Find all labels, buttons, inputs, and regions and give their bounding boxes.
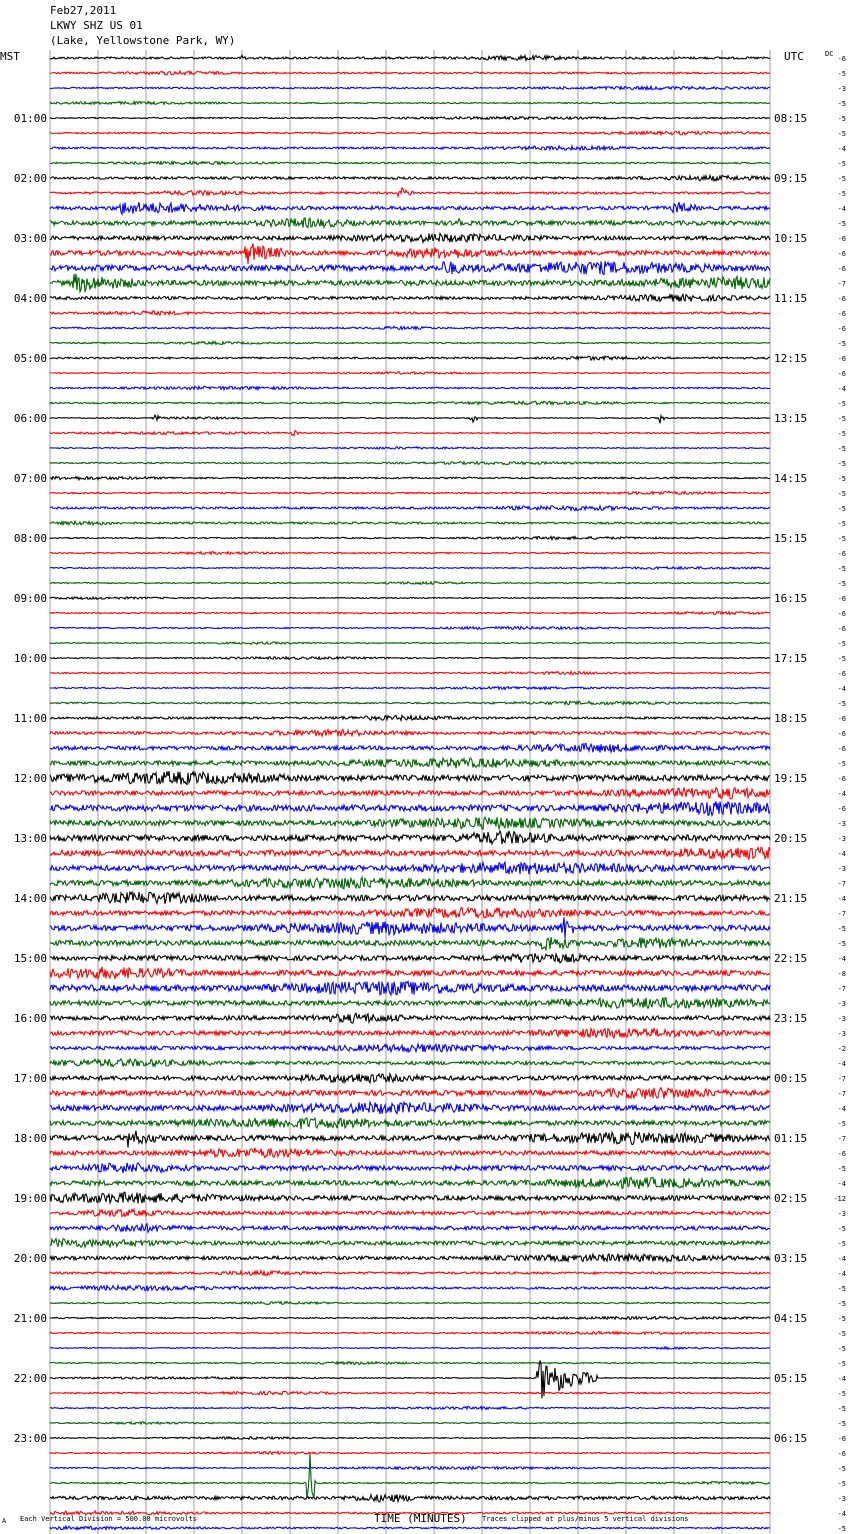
dc-offset-label: -6 — [837, 745, 846, 753]
utc-hour-label: 10:15 — [774, 232, 808, 245]
dc-offset-label: -4 — [837, 385, 846, 393]
trace-row-9 — [50, 188, 770, 196]
mst-hour-label: 03:00 — [13, 232, 47, 245]
trace-row-7 — [50, 161, 770, 164]
dc-offset-label: -7 — [837, 910, 846, 918]
trace-row-70 — [50, 1102, 770, 1114]
mst-hour-label: 18:00 — [13, 1132, 47, 1145]
dc-offset-label: -5 — [837, 565, 846, 573]
dc-offset-label: -6 — [837, 775, 846, 783]
utc-hour-label: 14:15 — [774, 472, 808, 485]
x-axis-title: TIME (MINUTES) — [374, 1512, 467, 1525]
dc-offset-label: -5 — [837, 1390, 846, 1398]
dc-offset-label: -7 — [837, 1075, 846, 1083]
dc-offset-label: -5 — [837, 190, 846, 198]
dc-offset-label: -6 — [837, 805, 846, 813]
dc-offset-label: -5 — [837, 1465, 846, 1473]
dc-offset-label: -6 — [837, 355, 846, 363]
dc-offset-label: -5 — [837, 175, 846, 183]
mst-hour-label: 20:00 — [13, 1252, 47, 1265]
dc-offset-label: -6 — [837, 235, 846, 243]
mst-hour-label: 11:00 — [13, 712, 47, 725]
trace-row-18 — [50, 326, 770, 329]
dc-offset-label: -5 — [837, 1345, 846, 1353]
utc-hour-label: 12:15 — [774, 352, 808, 365]
dc-label: DC — [825, 50, 834, 58]
trace-row-43 — [50, 701, 770, 704]
trace-row-61 — [50, 967, 770, 979]
dc-offset-label: -3 — [837, 1210, 846, 1218]
utc-hour-label: 02:15 — [774, 1192, 808, 1205]
trace-row-87 — [50, 1362, 770, 1365]
mst-hour-label: 07:00 — [13, 472, 47, 485]
dc-offset-label: -4 — [837, 895, 846, 903]
trace-row-23 — [50, 401, 770, 404]
trace-row-78 — [50, 1224, 770, 1232]
trace-row-83 — [50, 1302, 770, 1305]
dc-offset-label: -5 — [837, 115, 846, 123]
trace-row-68 — [50, 1074, 770, 1083]
utc-hour-label: 13:15 — [774, 412, 808, 425]
utc-hour-label: 06:15 — [774, 1432, 808, 1445]
dc-offset-label: -3 — [837, 835, 846, 843]
dc-offset-label: -5 — [837, 415, 846, 423]
dc-offset-label: -5 — [837, 70, 846, 78]
trace-row-65 — [50, 1029, 770, 1039]
trace-row-75 — [50, 1177, 770, 1188]
trace-row-86 — [50, 1347, 770, 1350]
dc-offset-label: -4 — [837, 1510, 846, 1518]
mst-hour-label: 09:00 — [13, 592, 47, 605]
dc-offset-label: -6 — [837, 265, 846, 273]
dc-offset-label: -7 — [837, 1090, 846, 1098]
trace-row-73 — [50, 1148, 770, 1158]
mst-hour-label: 12:00 — [13, 772, 47, 785]
mst-hour-label: 02:00 — [13, 172, 47, 185]
dc-offset-label: -4 — [837, 1255, 846, 1263]
trace-row-0 — [50, 55, 770, 60]
trace-row-76 — [50, 1192, 770, 1203]
dc-offset-label: -3 — [837, 85, 846, 93]
trace-row-26 — [50, 447, 770, 449]
utc-hour-label: 18:15 — [774, 712, 808, 725]
station-code: LKWY SHZ US 01 — [50, 19, 143, 32]
dc-offset-label: -5 — [837, 1405, 846, 1413]
dc-offset-label: -6 — [837, 1150, 846, 1158]
trace-row-19 — [50, 342, 770, 345]
dc-offset-label: -4 — [837, 1270, 846, 1278]
trace-row-80 — [50, 1254, 770, 1262]
trace-row-52 — [50, 831, 770, 844]
trace-row-36 — [50, 597, 770, 599]
dc-offset-label: -5 — [837, 100, 846, 108]
dc-offset-label: -5 — [837, 475, 846, 483]
dc-offset-label: -5 — [837, 1330, 846, 1338]
trace-row-25 — [50, 431, 770, 436]
trace-row-67 — [50, 1059, 770, 1067]
utc-hour-label: 17:15 — [774, 652, 808, 665]
trace-row-49 — [50, 788, 770, 799]
trace-row-6 — [50, 146, 770, 150]
dc-offset-label: -6 — [837, 1435, 846, 1443]
trace-row-59 — [50, 937, 770, 950]
trace-row-13 — [50, 243, 770, 264]
dc-offset-label: -5 — [837, 940, 846, 948]
utc-hour-label: 16:15 — [774, 592, 808, 605]
utc-hour-label: 21:15 — [774, 892, 808, 905]
dc-offset-label: -5 — [837, 220, 846, 228]
trace-row-22 — [50, 386, 770, 390]
dc-offset-label: -6 — [837, 670, 846, 678]
dc-offset-label: -4 — [837, 1375, 846, 1383]
dc-offset-label: -5 — [837, 760, 846, 768]
dc-offset-label: -4 — [837, 685, 846, 693]
dc-offset-label: -6 — [837, 715, 846, 723]
dc-offset-label: -4 — [837, 1180, 846, 1188]
trace-row-89 — [50, 1391, 770, 1394]
trace-row-93 — [50, 1451, 770, 1454]
dc-offset-label: -7 — [837, 985, 846, 993]
dc-offset-label: -7 — [837, 880, 846, 888]
trace-row-44 — [50, 715, 770, 720]
dc-offset-label: -6 — [837, 730, 846, 738]
trace-row-79 — [50, 1239, 770, 1248]
dc-offset-label: -5 — [837, 505, 846, 513]
dc-offset-label: -5 — [837, 1240, 846, 1248]
dc-offset-label: -3 — [837, 820, 846, 828]
trace-row-48 — [50, 771, 770, 784]
utc-hour-label: 20:15 — [774, 832, 808, 845]
trace-row-46 — [50, 744, 770, 753]
mst-hour-label: 05:00 — [13, 352, 47, 365]
trace-row-32 — [50, 537, 770, 540]
dc-offset-label: -5 — [837, 130, 846, 138]
dc-offset-label: -5 — [837, 1525, 846, 1533]
utc-hour-label: 03:15 — [774, 1252, 808, 1265]
dc-offset-label: -5 — [837, 340, 846, 348]
dc-offset-label: -5 — [837, 700, 846, 708]
trace-row-35 — [50, 582, 770, 585]
utc-hour-label: 01:15 — [774, 1132, 808, 1145]
dc-offset-label: -5 — [837, 1360, 846, 1368]
dc-offset-label: -4 — [837, 790, 846, 798]
trace-row-55 — [50, 877, 770, 889]
trace-row-56 — [50, 892, 770, 904]
dc-offset-label: -3 — [837, 1000, 846, 1008]
dc-offset-label: -6 — [837, 370, 846, 378]
dc-offset-label: -6 — [837, 610, 846, 618]
trace-row-51 — [50, 817, 770, 829]
utc-hour-label: 00:15 — [774, 1072, 808, 1085]
trace-row-82 — [50, 1286, 770, 1291]
dc-offset-label: -6 — [837, 250, 846, 258]
trace-row-37 — [50, 612, 770, 615]
trace-row-90 — [50, 1406, 770, 1409]
mst-hour-label: 15:00 — [13, 952, 47, 965]
trace-row-81 — [50, 1271, 770, 1276]
dc-offset-label: -5 — [837, 535, 846, 543]
mst-hour-label: 16:00 — [13, 1012, 47, 1025]
dc-offset-label: -5 — [837, 400, 846, 408]
trace-row-96 — [50, 1495, 770, 1502]
dc-offset-label: -6 — [837, 310, 846, 318]
dc-offset-label: -6 — [837, 550, 846, 558]
left-timezone-label: MST — [0, 50, 20, 63]
dc-offset-label: -6 — [837, 625, 846, 633]
trace-row-11 — [50, 218, 770, 228]
dc-offset-label: -5 — [837, 490, 846, 498]
mst-hour-label: 19:00 — [13, 1192, 47, 1205]
utc-hour-label: 22:15 — [774, 952, 808, 965]
utc-hour-label: 19:15 — [774, 772, 808, 785]
trace-row-39 — [50, 642, 770, 645]
dc-offset-label: -5 — [837, 1420, 846, 1428]
utc-hour-label: 11:15 — [774, 292, 808, 305]
utc-hour-label: 09:15 — [774, 172, 808, 185]
trace-row-27 — [50, 462, 770, 465]
trace-row-85 — [50, 1331, 770, 1334]
trace-row-64 — [50, 1013, 770, 1023]
mst-hour-label: 13:00 — [13, 832, 47, 845]
mst-hour-label: 10:00 — [13, 652, 47, 665]
corner-mark: A — [2, 1517, 7, 1525]
seismic-traces — [14, 55, 846, 1534]
dc-offset-label: -5 — [837, 160, 846, 168]
trace-row-1 — [50, 71, 770, 75]
clip-note: Traces clipped at plus/minus 5 vertical divisions — [482, 1515, 689, 1523]
trace-row-8 — [50, 175, 770, 180]
dc-offset-label: -5 — [837, 1480, 846, 1488]
dc-offset-label: -5 — [837, 925, 846, 933]
dc-offset-label: -7 — [837, 280, 846, 288]
trace-row-94 — [50, 1467, 770, 1470]
trace-row-34 — [50, 567, 770, 569]
trace-row-98 — [50, 1526, 770, 1530]
dc-offset-label: -5 — [837, 1120, 846, 1128]
dc-offset-label: -3 — [837, 865, 846, 873]
dc-offset-label: -4 — [837, 850, 846, 858]
dc-offset-label: -3 — [837, 1015, 846, 1023]
dc-offset-label: -6 — [837, 595, 846, 603]
trace-row-53 — [50, 847, 770, 859]
trace-row-95 — [50, 1453, 770, 1498]
trace-row-74 — [50, 1163, 770, 1173]
trace-row-3 — [50, 102, 770, 105]
mst-hour-label: 21:00 — [13, 1312, 47, 1325]
trace-row-20 — [50, 356, 770, 360]
trace-row-47 — [50, 758, 770, 768]
trace-row-42 — [50, 687, 770, 690]
trace-row-38 — [50, 627, 770, 630]
dc-offset-label: -5 — [837, 460, 846, 468]
trace-row-12 — [50, 234, 770, 243]
trace-row-28 — [50, 476, 770, 479]
trace-row-16 — [50, 294, 770, 301]
trace-row-41 — [50, 671, 770, 674]
trace-row-30 — [50, 506, 770, 511]
trace-row-62 — [50, 981, 770, 995]
mst-hour-label: 22:00 — [13, 1372, 47, 1385]
dc-offset-label: -2 — [837, 1045, 846, 1053]
trace-row-66 — [50, 1044, 770, 1052]
dc-offset-label: -5 — [837, 1300, 846, 1308]
utc-hour-label: 04:15 — [774, 1312, 808, 1325]
trace-row-63 — [50, 998, 770, 1009]
mst-hour-label: 08:00 — [13, 532, 47, 545]
trace-row-50 — [50, 801, 770, 815]
mst-hour-label: 17:00 — [13, 1072, 47, 1085]
trace-row-5 — [50, 131, 770, 135]
trace-row-84 — [50, 1317, 770, 1320]
trace-row-31 — [50, 521, 770, 525]
utc-hour-label: 05:15 — [774, 1372, 808, 1385]
dc-offset-label: -6 — [837, 295, 846, 303]
dc-offset-label: -4 — [837, 145, 846, 153]
trace-row-4 — [50, 117, 770, 120]
trace-row-2 — [50, 86, 770, 90]
dc-offset-label: -12 — [833, 1195, 846, 1203]
trace-row-92 — [50, 1437, 770, 1440]
dc-offset-label: -6 — [837, 325, 846, 333]
trace-row-14 — [50, 261, 770, 274]
trace-row-77 — [50, 1209, 770, 1216]
dc-offset-label: -7 — [837, 1135, 846, 1143]
trace-row-21 — [50, 372, 770, 375]
scale-note: Each Vertical Division = 500.00 microvolts — [20, 1515, 198, 1523]
right-timezone-label: UTC — [784, 50, 804, 63]
trace-row-33 — [50, 552, 770, 555]
record-date: Feb27,2011 — [50, 4, 117, 17]
trace-row-17 — [50, 311, 770, 315]
dc-offset-label: -5 — [837, 1165, 846, 1173]
trace-row-29 — [50, 491, 770, 494]
utc-hour-label: 23:15 — [774, 1012, 808, 1025]
dc-offset-label: -5 — [837, 430, 846, 438]
mst-hour-label: 06:00 — [13, 412, 47, 425]
dc-offset-label: -5 — [837, 1225, 846, 1233]
trace-row-24 — [50, 415, 770, 423]
dc-offset-label: -4 — [837, 205, 846, 213]
dc-offset-label: -5 — [837, 640, 846, 648]
mst-hour-label: 01:00 — [13, 112, 47, 125]
dc-offset-label: -5 — [837, 520, 846, 528]
trace-row-54 — [50, 862, 770, 874]
trace-row-57 — [50, 908, 770, 918]
dc-offset-label: -5 — [837, 445, 846, 453]
dc-offset-label: -6 — [837, 55, 846, 63]
trace-row-71 — [50, 1118, 770, 1129]
dc-offset-label: -5 — [837, 655, 846, 663]
trace-row-15 — [50, 274, 770, 292]
dc-offset-label: -6 — [837, 1450, 846, 1458]
trace-row-72 — [50, 1131, 770, 1148]
dc-offset-label: -3 — [837, 1030, 846, 1038]
dc-offset-label: -4 — [837, 1105, 846, 1113]
dc-offset-label: -4 — [837, 955, 846, 963]
trace-row-10 — [50, 202, 770, 214]
mst-hour-label: 23:00 — [13, 1432, 47, 1445]
dc-offset-label: -5 — [837, 580, 846, 588]
utc-hour-label: 08:15 — [774, 112, 808, 125]
station-location: (Lake, Yellowstone Park, WY) — [50, 34, 236, 47]
trace-row-60 — [50, 953, 770, 963]
mst-hour-label: 14:00 — [13, 892, 47, 905]
dc-offset-label: -3 — [837, 1495, 846, 1503]
dc-offset-label: -4 — [837, 1060, 846, 1068]
trace-row-58 — [50, 917, 770, 938]
dc-offset-label: -5 — [837, 1285, 846, 1293]
utc-hour-label: 15:15 — [774, 532, 808, 545]
dc-offset-label: -5 — [837, 1315, 846, 1323]
dc-offset-label: -8 — [837, 970, 846, 978]
trace-row-91 — [50, 1422, 770, 1425]
trace-row-69 — [50, 1088, 770, 1099]
trace-row-45 — [50, 730, 770, 737]
trace-row-40 — [50, 657, 770, 660]
mst-hour-label: 04:00 — [13, 292, 47, 305]
